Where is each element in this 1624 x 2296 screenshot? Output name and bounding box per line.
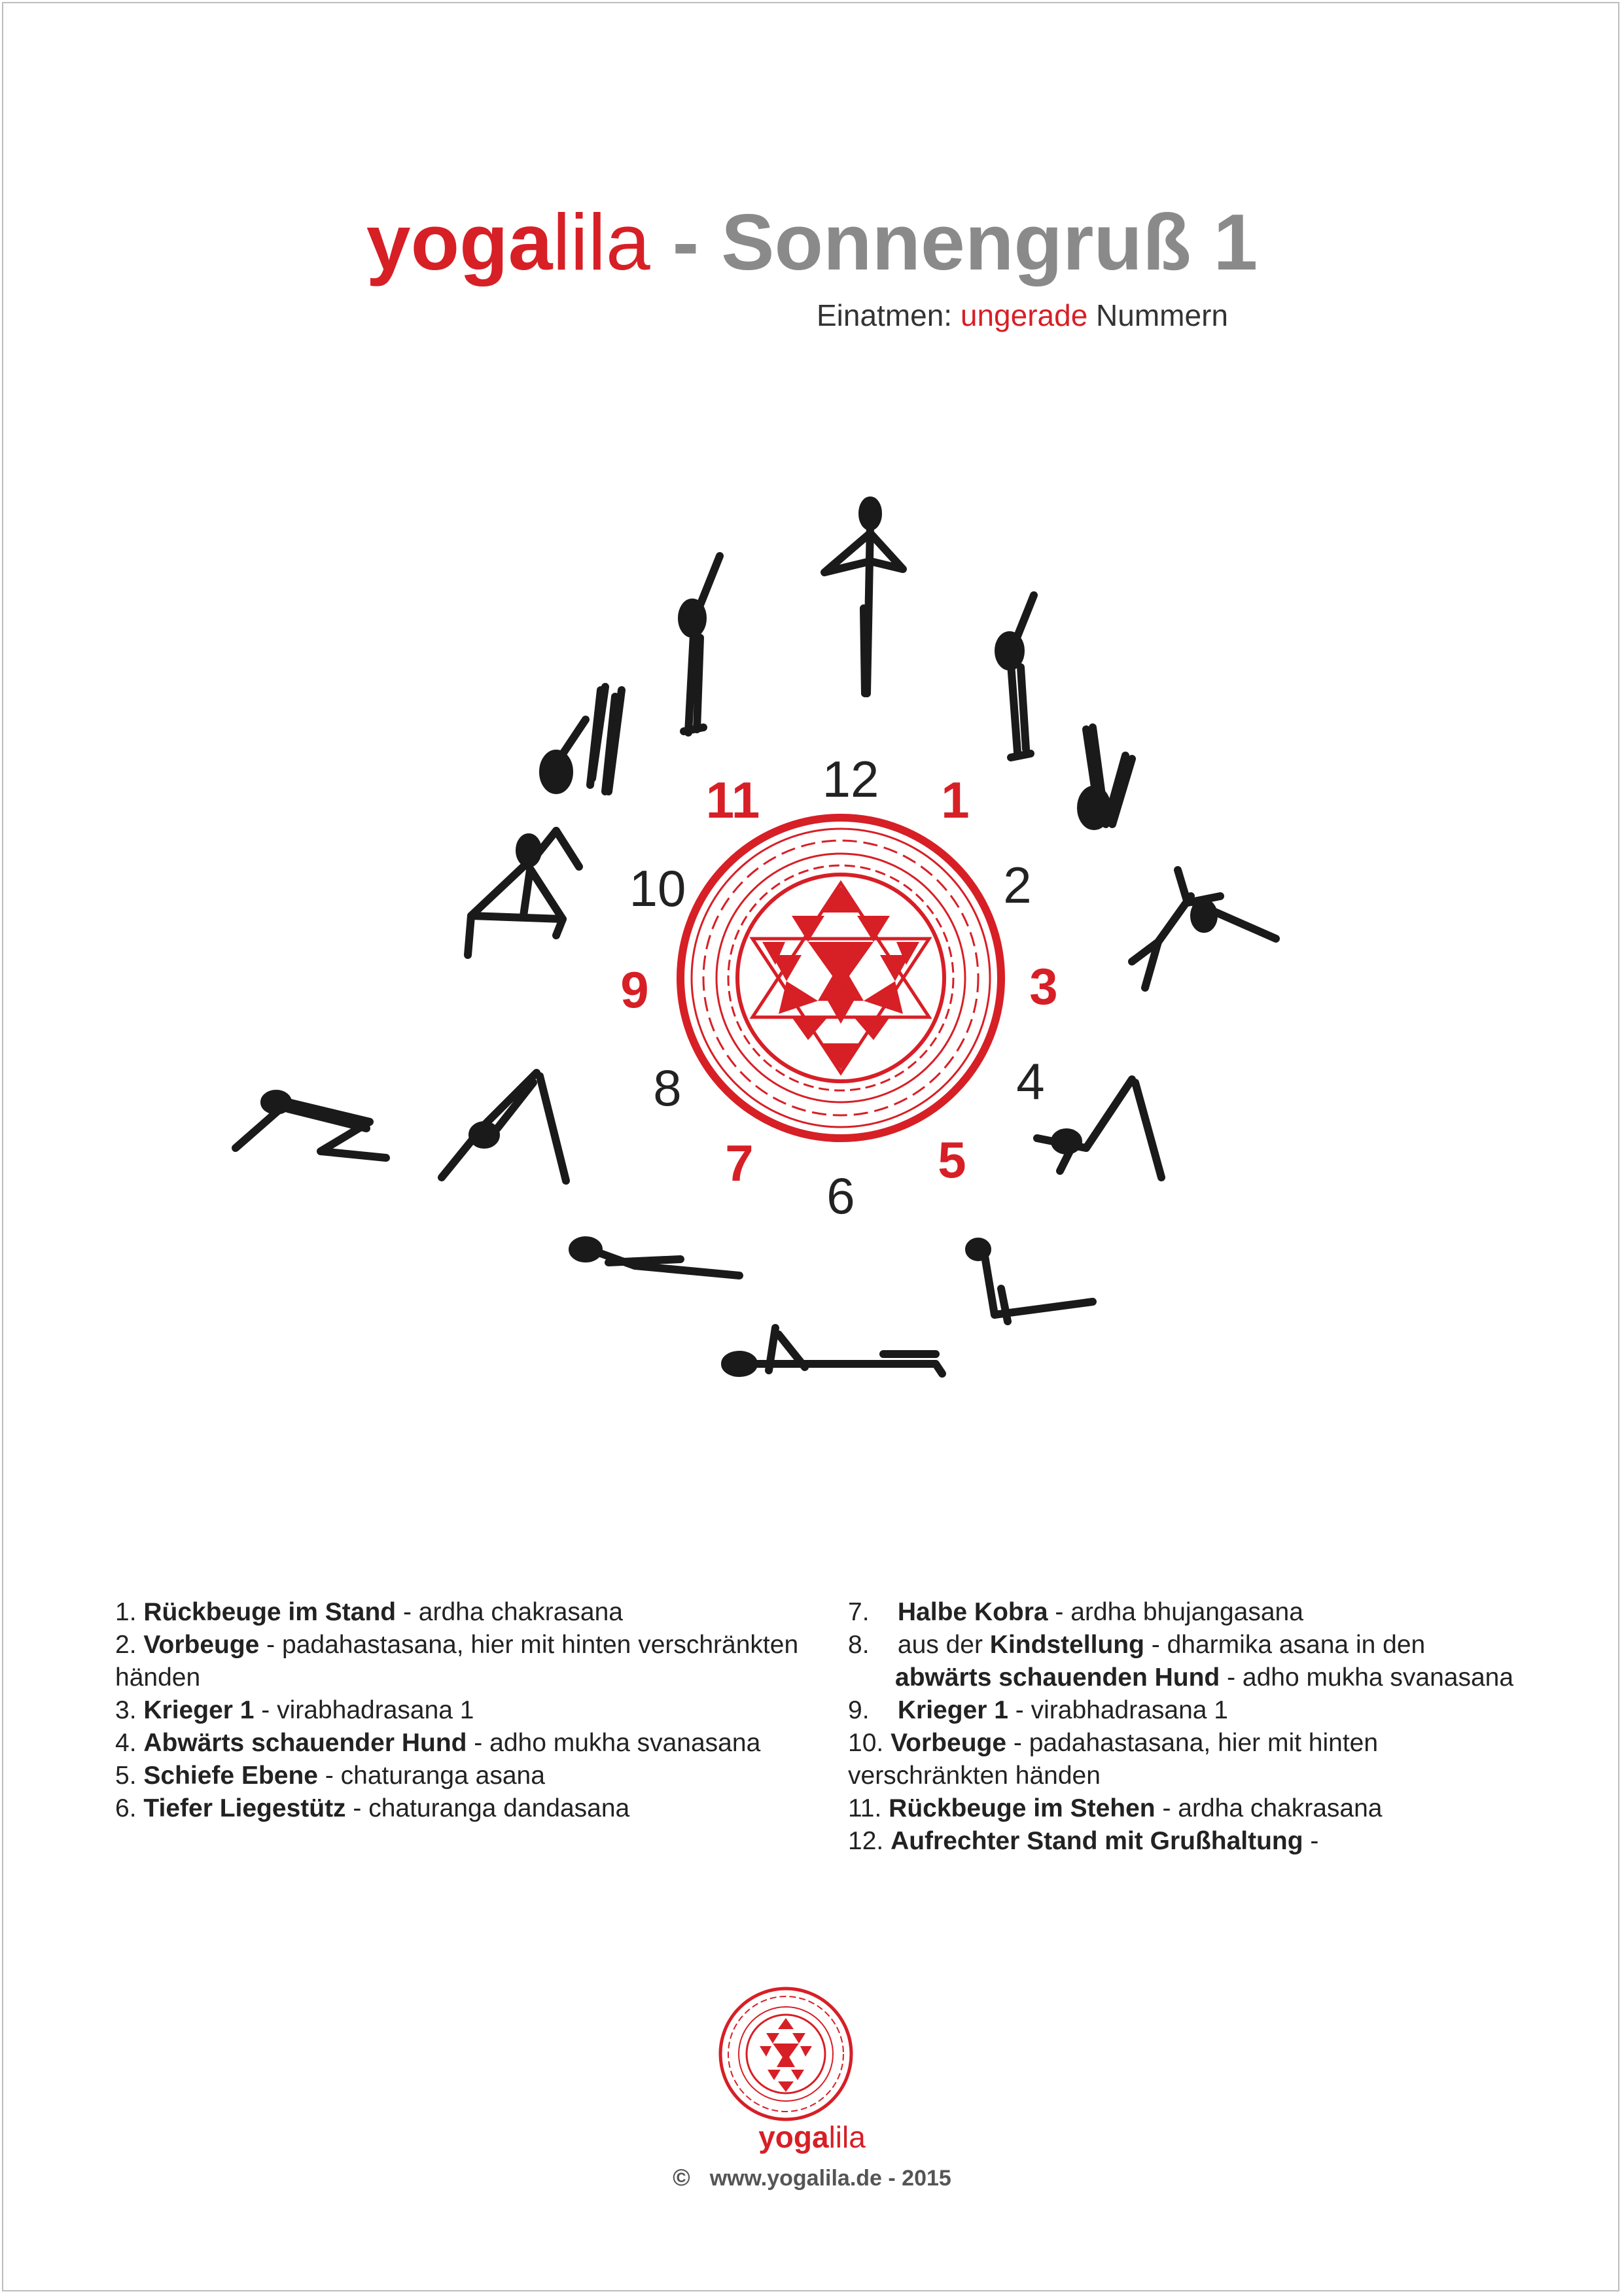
clock-number-6: 6 [826,1167,855,1225]
step-item-continuation: abwärts schauenden Hund - adho mukha svanasana [895,1663,1514,1692]
step-item: 5. Schiefe Ebene - chaturanga asana [115,1762,545,1790]
step-item: 7. Halbe Kobra - ardha bhujangasana [848,1598,1303,1626]
step-item: 2. Vorbeuge - padahastasana, hier mit hinten verschränkten händen [115,1631,799,1692]
clock-number-4: 4 [1016,1052,1045,1110]
clock-number-3: 3 [1029,958,1058,1015]
clock-number-9: 9 [620,961,649,1018]
figure-pose-4-icon [1037,1079,1161,1177]
figure-pose-1-icon [998,595,1034,757]
step-item: 12. Aufrechter Stand mit Grußhaltung - [848,1827,1319,1855]
page-title [0,196,1624,288]
step-item: 6. Tiefer Liegestütz - chaturanga dandasana [115,1794,630,1822]
figure-pose-7b-icon [725,1328,942,1374]
clock-number-12: 12 [822,750,879,808]
subtitle-highlight: ungerade [960,298,1088,332]
step-item: 3. Krieger 1 - virabhadrasana 1 [115,1696,474,1724]
figure-pose-9-icon [468,831,579,955]
figure-pose-8-icon [236,1094,386,1158]
steps-list-right [848,1596,1600,1858]
step-item: 11. Rückbeuge im Stehen - ardha chakrasana [848,1794,1383,1822]
sri-yantra-icon [680,818,1001,1138]
subtitle [817,298,1228,333]
title-brand-light: lila [552,198,650,287]
figure-pose-2-icon [1081,727,1132,826]
figure-pose-6-icon [573,1240,739,1276]
step-item: 10. Vorbeuge - padahastasana, hier mit hinten verschränkten händen [848,1729,1379,1790]
step-item: 9. Krieger 1 - virabhadrasana 1 [848,1696,1229,1724]
figure-pose-11-icon [682,556,720,733]
title-separator: - [650,198,722,287]
step-item: 1. Rückbeuge im Stand - ardha chakrasana [115,1598,623,1626]
figure-pose-3-icon [1132,870,1276,988]
sun-salutation-diagram [216,484,1328,1400]
logo-wordmark: yogalila [758,2120,866,2154]
clock-number-8: 8 [653,1059,682,1117]
clock-number-10: 10 [629,860,686,917]
step-item: 4. Abwärts schauender Hund - adho mukha svanasana [115,1729,761,1757]
clock-number-7: 7 [725,1134,754,1192]
figure-pose-5-icon [969,1242,1093,1321]
clock-number-1: 1 [941,771,970,829]
steps-list-left [115,1596,828,1825]
figure-pose-10-icon [543,687,622,791]
footer-text: www.yogalila.de - 2015 [709,2166,951,2191]
title-main: Sonnengruß 1 [721,198,1258,287]
figure-pose-7-icon [442,1073,566,1181]
clock-number-2: 2 [1003,856,1032,914]
title-brand-bold: yoga [366,198,553,287]
copyright-icon: © [673,2164,690,2191]
subtitle-before: Einatmen: [816,298,961,332]
subtitle-after: Nummern [1087,298,1228,332]
clock-number-5: 5 [938,1131,966,1189]
footer [0,2164,1624,2191]
step-item: 8. aus der Kindstellung - dharmika asana in den [848,1631,1426,1659]
figure-pose-12-icon [824,500,903,693]
logo-yantra-icon [714,1982,858,2126]
clock-number-11: 11 [705,771,760,829]
